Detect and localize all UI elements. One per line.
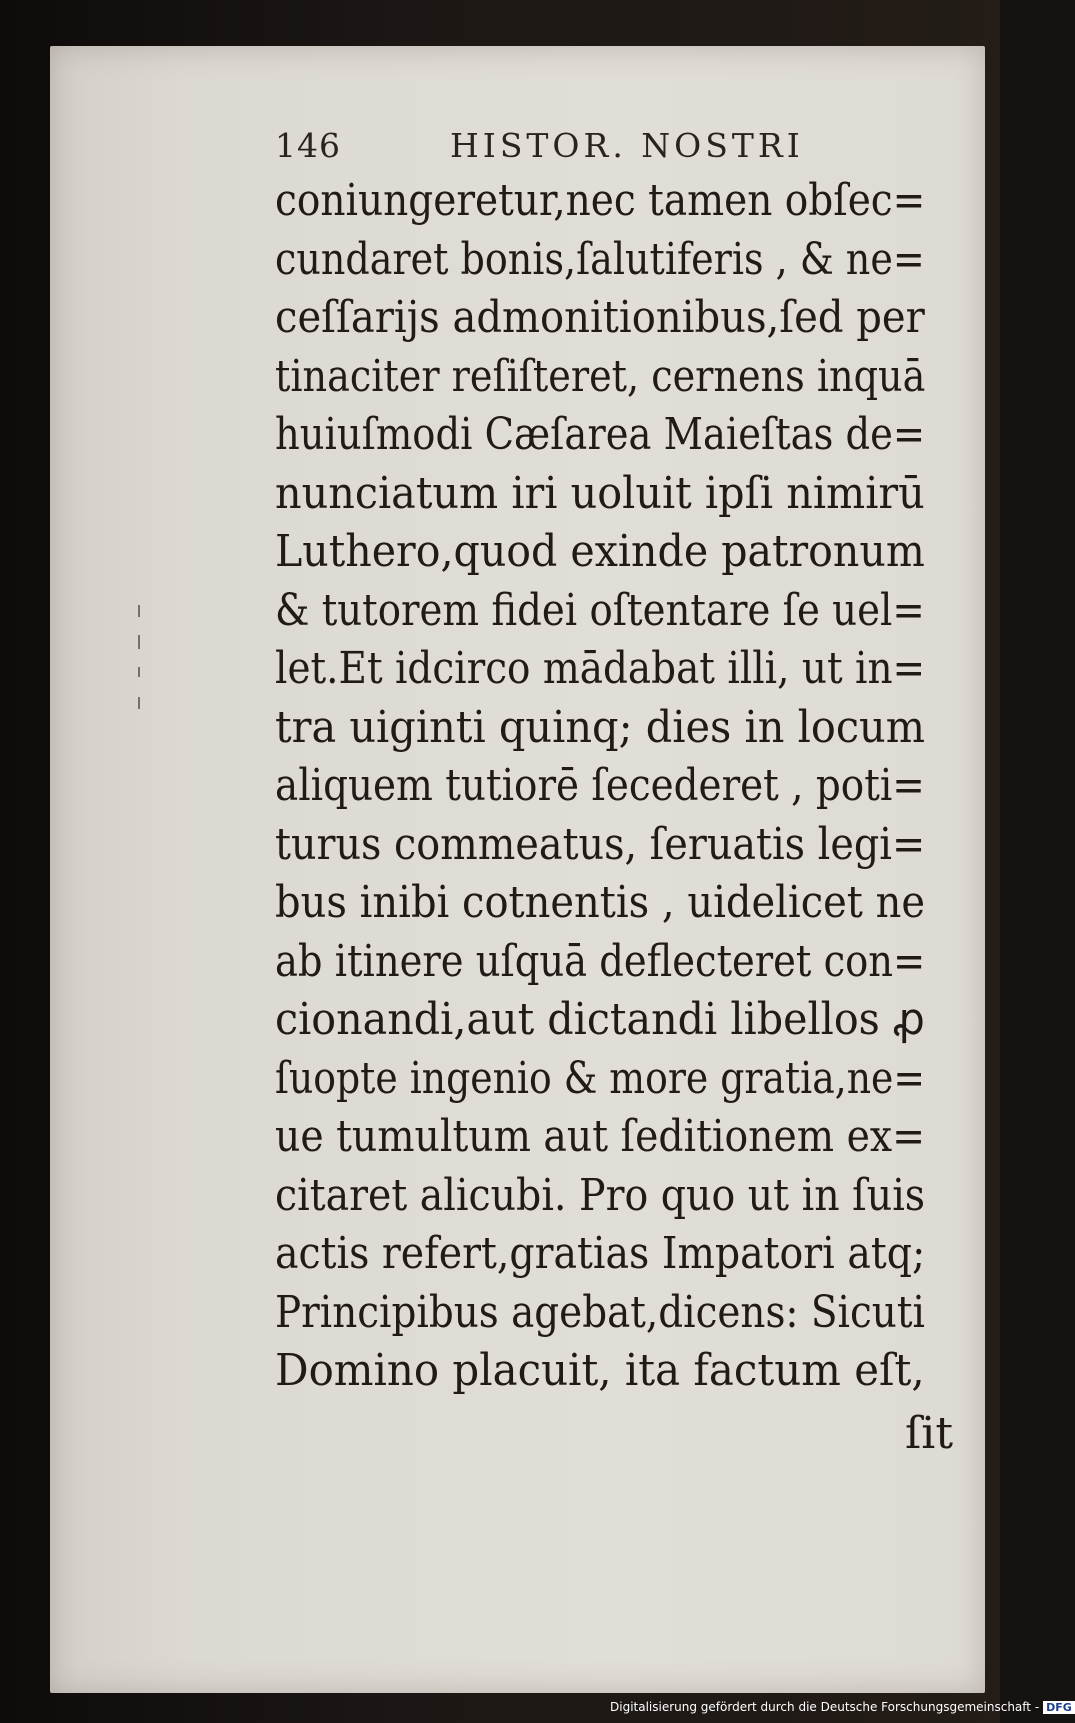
page-header [275, 126, 925, 176]
page-number: 146 [275, 126, 341, 165]
text-line: citaret alicubi. Pro quo ut in ſuis [275, 1169, 926, 1221]
text-line: bus inibi cotnentis , uidelicet ne [275, 877, 926, 928]
running-head: HISTOR. NOSTRI [450, 126, 804, 165]
text-line: Luthero,quod exinde patronum [275, 526, 925, 577]
text-line: ceſſarijs admonitionibus,ſed per [275, 292, 925, 343]
text-line: coniungeretur,nec tamen obſec= [275, 175, 926, 226]
catchword: ſit [905, 1408, 954, 1459]
credit-text: Digitalisierung gefördert durch die Deutsche Forschungsgemeinschaft - [610, 1700, 1040, 1714]
text-line: aliquem tutiorē ſecederet , poti= [275, 760, 925, 811]
text-line: nunciatum iri uoluit ipſi nimirū [275, 467, 925, 519]
text-line: tinaciter reſiſteret, cernens inquā [275, 350, 926, 402]
text-line: actis refert,gratias Impatori atq; [275, 1228, 926, 1279]
text-line: ſuopte ingenio & more gratia,ne= [275, 1052, 925, 1104]
body-text [275, 172, 965, 1401]
text-line: let.Et idcirco mādabat illi, ut in= [275, 643, 926, 694]
text-line: Principibus agebat,dicens: Sicuti [275, 1286, 925, 1338]
text-line: & tutorem fidei oſtentare ſe uel= [275, 584, 925, 636]
digitization-credit [610, 1700, 1072, 1720]
margin-marks [134, 605, 148, 715]
text-line: ab itinere uſquā deflecteret con= [275, 935, 926, 987]
text-line: cionandi,aut dictandi libellos ꝓ [275, 994, 925, 1045]
text-line: cundaret bonis,ſalutiferis , & ne= [275, 233, 925, 285]
text-line: Domino placuit, ita factum eſt, [275, 1345, 925, 1396]
text-line: turus commeatus, ſeruatis legi= [275, 818, 926, 870]
text-line: huiuſmodi Cæſarea Maieſtas de= [275, 409, 926, 460]
text-line: ue tumultum aut ſeditionem ex= [275, 1111, 926, 1162]
text-line: tra uiginti quinq; dies in locum [275, 701, 926, 753]
dfg-logo: DFG [1043, 1701, 1075, 1714]
